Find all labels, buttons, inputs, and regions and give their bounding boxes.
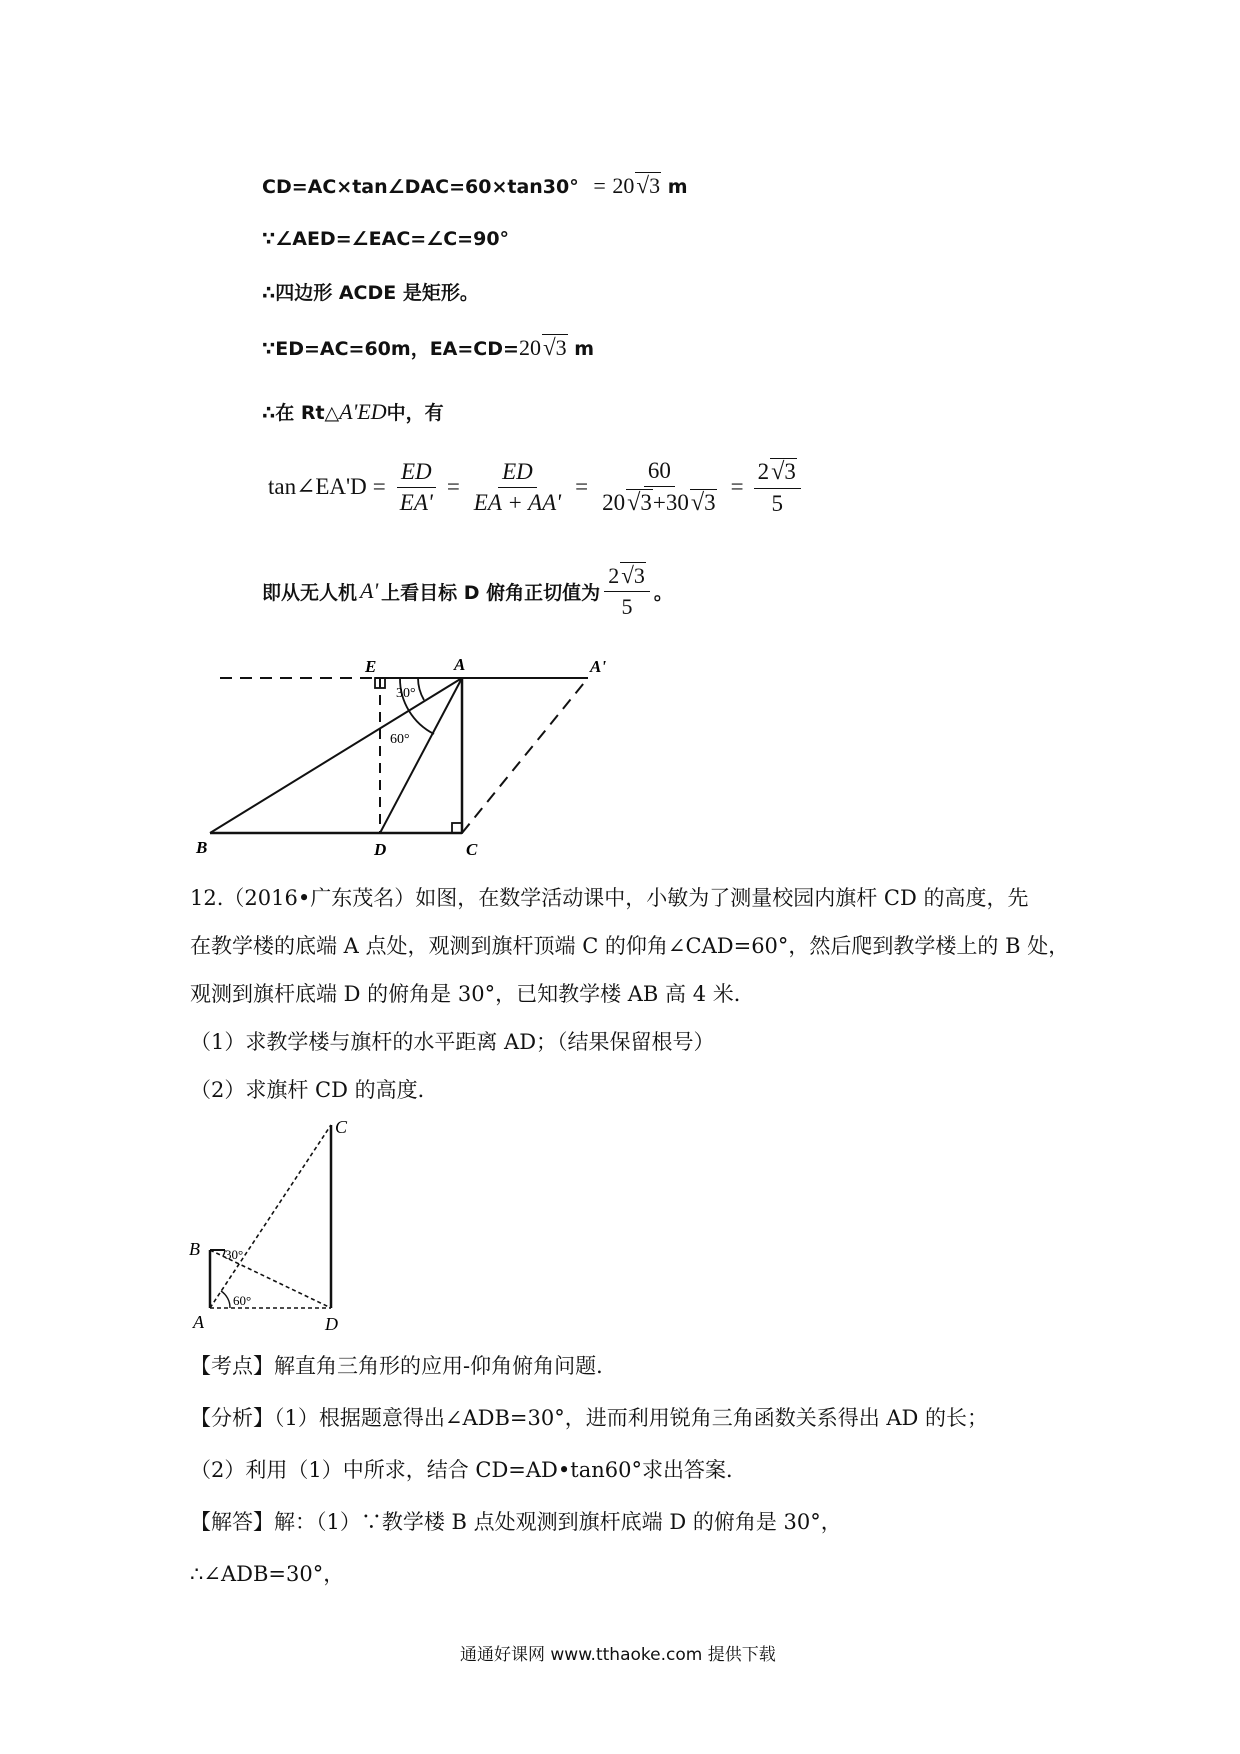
page-footer: 通通好课网 www.tthaoke.com 提供下载 [460, 1645, 776, 1665]
num-coef: 2 [608, 563, 620, 588]
radicand: 3 [649, 173, 661, 198]
line-a-b [210, 678, 462, 833]
problem-12-q1: （1）求教学楼与旗杆的水平距离 AD；（结果保留根号） [190, 1030, 715, 1054]
label-a: A [454, 655, 466, 674]
fraction-1 [396, 459, 437, 516]
jieda-2: ∴∠ADB=30°， [190, 1562, 345, 1586]
solution-line-angles: ∵∠AED=∠EAC=∠C=90° [262, 228, 510, 250]
problem-12-q2: （2）求旗杆 CD 的高度． [190, 1078, 439, 1102]
fraction-4 [754, 458, 801, 517]
label-b: B [196, 838, 208, 857]
equals-sign: = [593, 173, 606, 198]
concl-pre: 即从无人机 [262, 581, 358, 604]
eq-lhs: tan∠EA'D [268, 474, 367, 500]
fenxi: 【分析】（1）根据题意得出∠ADB=30°，进而利用锐角三角函数关系得出 AD 的长； [190, 1406, 989, 1430]
den: 20√3+30√3 [602, 489, 716, 516]
label-e: E [365, 657, 377, 676]
angle-arc-60 [221, 1291, 230, 1308]
solution-line-cd: CD=AC×tan∠DAC=60×tan30° = 20√3 m [262, 172, 688, 198]
jieda: 【解答】解：（1）∵教学楼 B 点处观测到旗杆底端 D 的俯角是 30°， [190, 1510, 842, 1534]
ed-text: ∵ED=AC=60m，EA=CD= [262, 338, 519, 360]
radicand: 3 [784, 459, 796, 484]
rt-post: 中，有 [386, 402, 444, 424]
value-20: 20 [518, 335, 541, 360]
num: ED [498, 459, 537, 488]
figure-flagpole-diagram [185, 1115, 365, 1335]
label-a-prime: A' [590, 657, 607, 676]
label-d: D [374, 840, 387, 859]
rt-text: ∴在 Rt△ [262, 402, 340, 424]
line-a-d [380, 678, 462, 833]
num: 2√3 [604, 562, 650, 592]
kaodian: 【考点】解直角三角形的应用-仰角俯角问题． [190, 1354, 618, 1378]
problem-12-line2: 在教学楼的底端 A 点处，观测到旗杆顶端 C 的仰角∠CAD=60°，然后爬到教学楼上的 B 处， [190, 934, 1070, 958]
triangle-name: A'ED [339, 399, 387, 424]
num-coef: 2 [757, 459, 770, 484]
concl-post: 上看目标 D 俯角正切值为 [381, 581, 601, 604]
den-b: +30 [652, 490, 689, 515]
line-a-c [210, 1125, 331, 1308]
angle-arc-30 [418, 678, 424, 700]
radicand: 3 [555, 335, 567, 360]
solution-line-rectangle: ∴四边形 ACDE 是矩形。 [262, 282, 479, 304]
label-a: A [193, 1312, 204, 1332]
problem-12-line3: 观测到旗杆底端 D 的俯角是 30°，已知教学楼 AB 高 4 米． [190, 982, 755, 1006]
label-c: C [335, 1117, 348, 1137]
fraction-2 [470, 459, 565, 516]
concl-point: A' [360, 578, 379, 603]
right-angle-c [452, 823, 462, 833]
concl-end: 。 [653, 581, 673, 604]
concl-fraction [604, 562, 650, 620]
unit: m [667, 176, 688, 198]
tan-equation: tan∠EA'D = $\frac{ED}{EA'}$ = $\frac{ED}{EA + AA'}$ = $\frac{60}{20√3+30√3}$ = $\frac{2√3}{5}$ [268, 458, 805, 517]
den: 5 [771, 490, 783, 516]
fraction-3 [598, 458, 720, 517]
problem-12-line1: 12.（2016•广东茂名）如图，在数学活动课中，小敏为了测量校园内旗杆 CD 的高度，先 [190, 886, 1029, 910]
solution-conclusion [262, 562, 673, 620]
cd-formula: CD=AC×tan∠DAC=60×tan30° [262, 176, 579, 198]
dashed-c-a-prime [462, 678, 588, 833]
num: 60 [644, 458, 675, 487]
angle-label-30: 30° [396, 686, 416, 701]
solution-line-ed: ∵ED=AC=60m，EA=CD=20√3 m [262, 334, 595, 360]
num: ED [397, 459, 436, 488]
label-d: D [325, 1314, 338, 1334]
figure-drone-diagram [190, 650, 650, 860]
unit: m [574, 338, 595, 360]
solution-line-rt [262, 398, 444, 425]
num: 2√3 [754, 458, 801, 489]
value-20: 20 [612, 173, 635, 198]
den-a: 20 [602, 490, 626, 515]
label-b: B [189, 1239, 200, 1259]
radicand: 3 [704, 490, 716, 515]
radicand: 3 [640, 490, 652, 515]
fenxi-2: （2）利用（1）中所求，结合 CD=AD•tan60°求出答案． [190, 1458, 747, 1482]
label-c: C [466, 840, 478, 859]
angle-label-60: 60° [233, 1293, 252, 1308]
den: EA' [399, 489, 433, 515]
den: EA + AA' [473, 489, 562, 515]
den: 5 [621, 594, 633, 619]
angle-label-60: 60° [390, 732, 410, 747]
radicand: 3 [633, 563, 645, 588]
angle-label-30: 30° [225, 1247, 244, 1262]
